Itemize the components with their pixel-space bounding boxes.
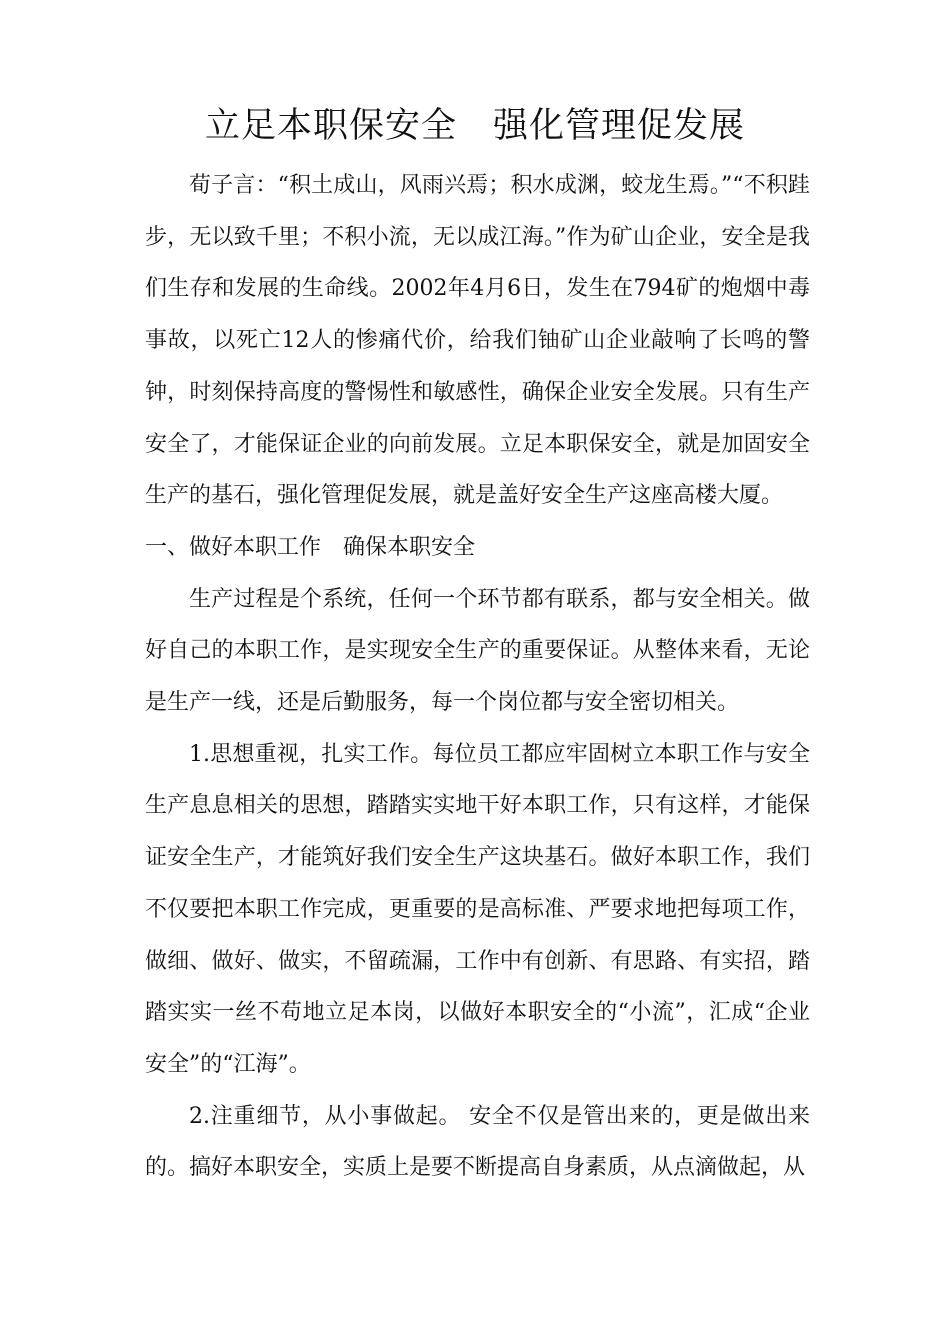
document-body bbox=[145, 160, 810, 1194]
point-1-paragraph: 1.思想重视，扎实工作。每位员工都应牢固树立本职工作与安全生产息息相关的思想，踏踏实实地干好本职工作，只有这样，才能保证安全生产，才能筑好我们安全生产这块基石。做好本职工作，我们不仅要把本职工作完成，更重要的是高标准、严要求地把每项工作，做细、做好、做实，不留疏漏，工作中有创新、有思路、有实招，踏踏实实一丝不苟地立足本岗，以做好本职安全的“小流”，汇成“企业安全”的“江海”。 bbox=[145, 741, 810, 1077]
section-paragraph: 生产过程是个系统，任何一个环节都有联系，都与安全相关。做好自己的本职工作，是实现安全生产的重要保证。从整体来看，无论是生产一线，还是后勤服务，每一个岗位都与安全密切相关。 bbox=[145, 586, 810, 716]
section-heading: 一、做好本职工作 确保本职安全 bbox=[145, 534, 476, 560]
intro-paragraph: 荀子言：“积土成山，风雨兴焉；积水成渊，蛟龙生焉。”“不积跬步，无以致千里；不积小流，无以成江海。”作为矿山企业，安全是我们生存和发展的生命线。2002年4月6日，发生在794矿的炮烟中毒事故，以死亡12人的惨痛代价，给我们铀矿山企业敲响了长鸣的警钟，时刻保持高度的警惕性和敏感性，确保企业安全发展。只有生产安全了，才能保证企业的向前发展。立足本职保安全，就是加固安全生产的基石，强化管理促发展，就是盖好安全生产这座高楼大厦。 bbox=[145, 173, 810, 509]
document-title: 立足本职保安全 强化管理促发展 bbox=[204, 106, 745, 146]
point-2-paragraph: 2.注重细节，从小事做起。 安全不仅是管出来的，更是做出来的。搞好本职安全，实质上是要不断提高自身素质，从点滴做起，从 bbox=[145, 1103, 810, 1181]
